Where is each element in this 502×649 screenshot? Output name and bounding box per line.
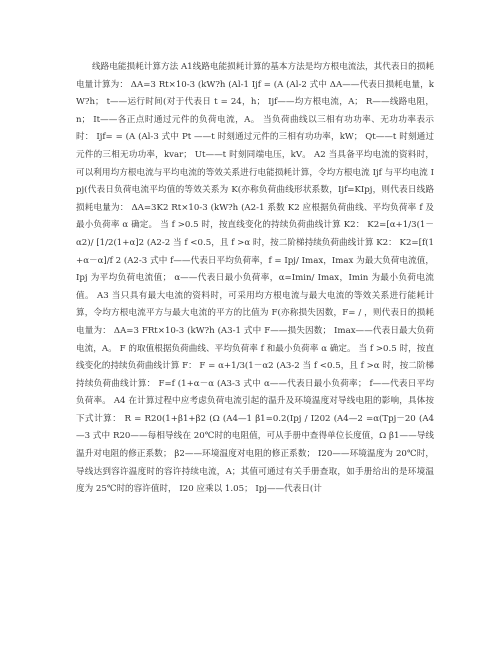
body-paragraph: 线路电能损耗计算方法 A1线路电能损耗计算的基本方法是均方根电流法，其代表日的损耗电量计算为： ΔA=3 Rt×10-3 (kW?h (Al-1 Ijf = (A (Al-2 式中 ΔA——代表日损耗电量，kW?h； t——运行时间(对于代表日 t = 24，h； Ijf——均方根电流，A； R——线路电阻，n； It——各正点时通过元件的负荷电流，A。 当负荷曲线以三相有功功率、无功功率表示时： Ijf= = (A (Al-3 式中 Pt ——t 时刻通过元件的三相有功功率，kW； Qt——t 时刻通过元件的三相无功功率，kvar； Ut——t 时刻同端电压，kV。 A2 当具备平均电流的资料时，可以利用均方根电流与平均电流的等效关系进行电能损耗计算，令均方根电流 Ijf 与平均电流 Ipj(代表日负荷电流平均值的等效关系为 K(亦称负荷曲线形状系数，Ijf=KIpj，则代表日线路损耗电量为： ΔA=3K2 Rt×10-3 (kW?h (A2-1 系数 K2 应根据负荷曲线、平均负荷率 f 及最小负荷率 α 确定。 当 f >0.5 时，按直线变化的持续负荷曲线计算 K2： K2=[α+1/3(1－α2)/ [1/2(1+α]2 (A2-2 当 f <0.5，且 f >α 时，按二阶梯持续负荷曲线计算 K2： K2=[f(1+α－α]/f 2 (A2-3 式中 f——代表日平均负荷率，f = Ipj/ Imax，Imax 为最大负荷电流值，Ipj 为平均负荷电流值； α——代表日最小负荷率，α=Imin/ Imax，Imin 为最小负荷电流值。 A3 当只具有最大电流的资料时，可采用均方根电流与最大电流的等效关系进行能耗计算，令均方根电流平方与最大电流的平方的比值为 F(亦称损失因数，F= / ，则代表日的损耗电量为： ΔA=3 FRt×10-3 (kW?h (A3-1 式中 F——损失因数； Imax——代表日最大负荷电流，A。 F 的取值根据负荷曲线、平均负荷率 f 和最小负荷率 α 确定。 当 f >0.5 时，按直线变化的持续负荷曲线计算 F： F = α+1/3(1－α2 (A3-2 当 f <0.5，且 f >α 时，按二阶梯持续负荷曲线计算： F=f (1+α－α (A3-3 式中 α——代表日最小负荷率； f——代表日平均负荷率。 A4 在计算过程中应考虑负荷电流引起的温升及环境温度对导线电阻的影响，具体按下式计算： R = R20(1+β1+β2 (Ω (A4—1 β1=0.2(Ipj / I202 (A4—2 =α(Tpj－20 (A4—3 式中 R20——每相导线在 20℃时的电阻值，可从手册中查得单位长度值，Ω β1——导线温升对电阻的修正系数； β2——环境温度对电阻的修正系数； I20——环境温度为 20℃时，导线达到容许温度时的容许持续电流，A；其值可通过有关手册查取，如手册给出的是环境温度为 25℃时的容许值时， I20 应乘以 1.05； Ipj——代表日(计 [76,62,434,495]
